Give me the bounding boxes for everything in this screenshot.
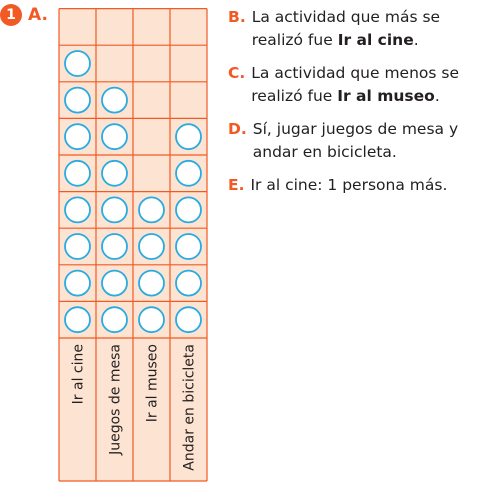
exercise-marker [0,4,48,26]
person-circle [65,197,90,222]
person-circle [102,124,127,149]
answer-b [228,6,496,52]
person-circle [176,161,201,186]
answer-letter: E. [228,176,245,194]
person-circle [102,307,127,332]
person-circle [65,88,90,113]
category-label: Ir al cine [70,344,87,405]
person-circle [176,271,201,296]
person-circle [102,271,127,296]
answer-text: Sí, jugar juegos de mesa y andar en bicicleta. [252,120,459,161]
answer-highlight: Ir al museo [337,87,435,105]
part-a-letter: A. [28,5,48,25]
person-circle [102,197,127,222]
category-label: Ir al museo [144,344,161,423]
person-circle [65,234,90,259]
person-circle [102,161,127,186]
person-circle [65,161,90,186]
person-circle [65,271,90,296]
person-circle [176,234,201,259]
answer-highlight: Ir al cine [337,31,414,49]
person-circle [65,51,90,76]
answer-letter: C. [228,64,246,82]
exercise-number-badge: 1 [0,4,22,26]
answer-letter: B. [228,8,246,26]
category-label: Juegos de mesa [107,344,124,455]
answer-text: Ir al cine: 1 persona más. [250,176,448,194]
person-circle [176,124,201,149]
category-label: Andar en bicicleta [181,344,198,471]
answers-list [228,6,496,207]
person-circle [139,307,164,332]
answer-c [228,62,496,108]
person-circle [139,271,164,296]
person-circle [102,234,127,259]
answer-e [228,174,496,197]
person-circle [176,197,201,222]
person-circle [102,88,127,113]
answer-text: La actividad que menos se realizó fue Ir al museo. [251,64,459,105]
answer-text: La actividad que más se realizó fue Ir al cine. [251,8,441,49]
person-circle [139,234,164,259]
person-circle [65,307,90,332]
person-circle [65,124,90,149]
answer-d [228,118,496,164]
person-circle [176,307,201,332]
activity-pictograph [0,0,240,501]
person-circle [139,197,164,222]
answer-letter: D. [228,120,247,138]
